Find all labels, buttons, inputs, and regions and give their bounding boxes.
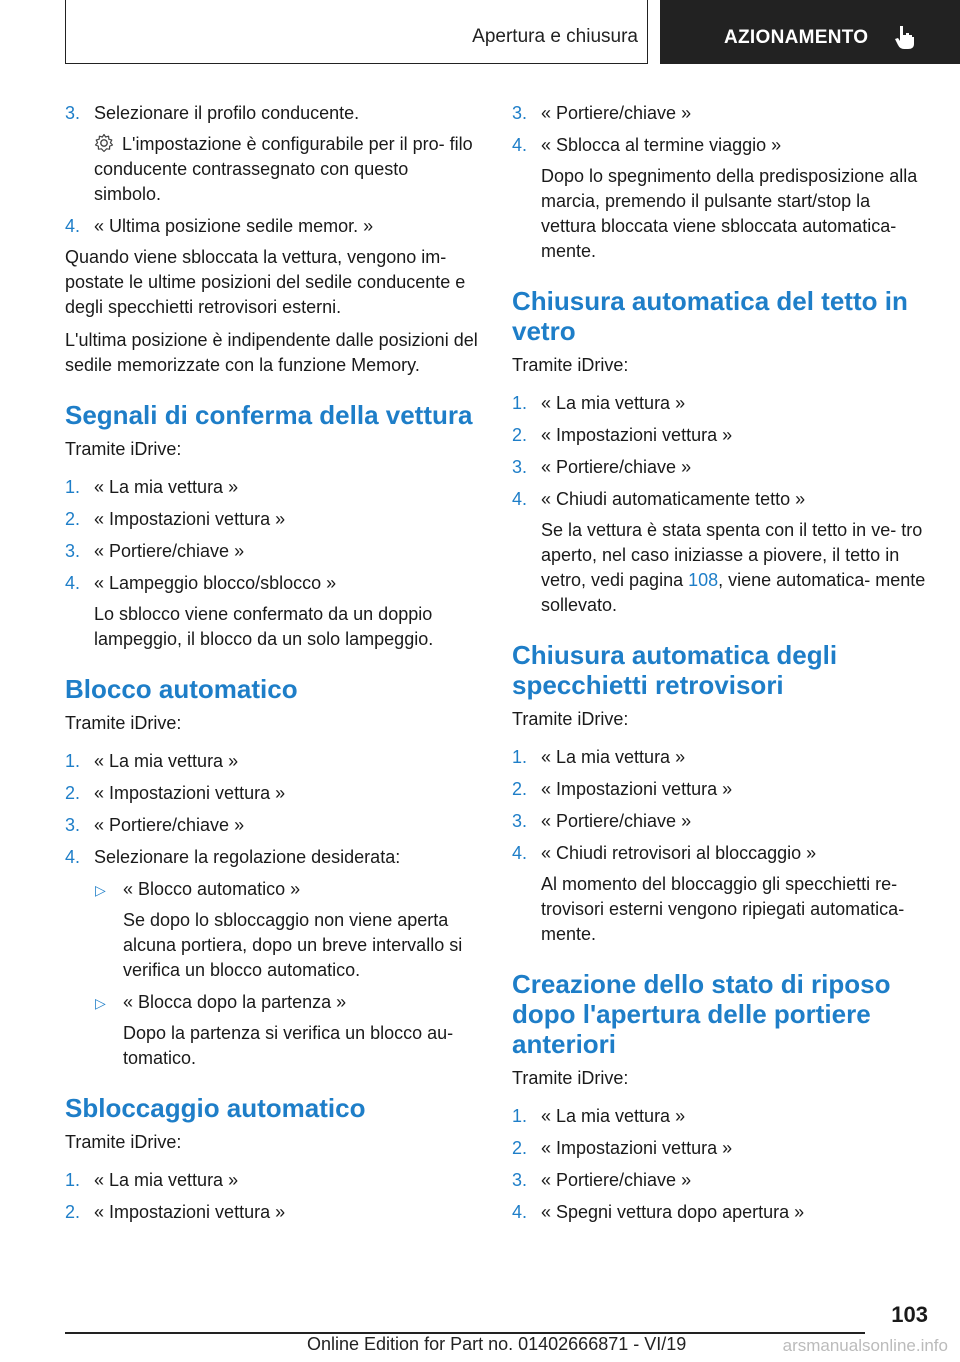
page-number: 103 (891, 1302, 928, 1327)
sub-item-description: Se dopo lo sbloccaggio non viene aperta alcuna portiera, dopo un breve intervallo si verifica un blocco automatico. (123, 910, 463, 980)
list-item: 4. « Sblocca al termine viaggio » (512, 135, 782, 155)
list-item: 1. « La mia vettura » (65, 1170, 239, 1190)
section-heading: Chiusura automatica del tetto in vetro (512, 286, 908, 346)
list-item: 4. « Lampeggio blocco/sblocco » (65, 573, 337, 593)
list-item: 1. « La mia vettura » (65, 751, 239, 771)
item-description: Al momento del bloccaggio gli specchietti re- trovisori esterni vengono ripiegati automatica- mente. (541, 874, 905, 944)
list-item: 1. « La mia vettura » (512, 1106, 686, 1126)
sub-item: ▷ « Blocco automatico » (65, 876, 479, 902)
paragraph: Quando viene sbloccata la vettura, vengono im- postate le ultime posizioni del sedile conducente e degli specchietti retrovisori esterni. (65, 247, 466, 317)
via-label: Tramite iDrive: (512, 1068, 629, 1088)
list-item: 3. « Portiere/chiave » (512, 103, 692, 123)
list-item: 4. « Chiudi automaticamente tetto » (512, 489, 806, 509)
list-item: 3. « Portiere/chiave » (65, 541, 245, 561)
list-item: 4. « Chiudi retrovisori al bloccaggio » (512, 843, 817, 863)
item-description: Lo sblocco viene confermato da un doppio lampeggio, il blocco da un solo lampeggio. (94, 604, 434, 649)
sub-item: ▷ « Blocca dopo la partenza » (65, 989, 479, 1015)
list-item: 2. « Impostazioni vettura » (512, 779, 733, 799)
list-item: 1. « La mia vettura » (65, 477, 239, 497)
list-item: 3. « Portiere/chiave » (512, 457, 692, 477)
chapter-tab (660, 0, 960, 64)
via-label: Tramite iDrive: (512, 709, 629, 729)
list-item: 4. « Ultima posizione sedile memor. » (65, 216, 374, 236)
section-heading: Chiusura automatica degli specchietti retrovisori (512, 640, 838, 700)
list-item: 3. Selezionare il profilo conducente. (65, 103, 360, 123)
via-label: Tramite iDrive: (65, 1132, 182, 1152)
via-label: Tramite iDrive: (65, 713, 182, 733)
list-item: 3. « Portiere/chiave » (512, 811, 692, 831)
list-item: 4. Selezionare la regolazione desiderata: (65, 847, 401, 867)
list-item: 2. « Impostazioni vettura » (65, 783, 286, 803)
list-item: 3. « Portiere/chiave » (512, 1170, 692, 1190)
triangle-bullet-icon: ▷ (95, 882, 106, 898)
page-reference-link[interactable]: 108 (688, 570, 719, 590)
list-item: 2. « Impostazioni vettura » (512, 425, 733, 445)
via-label: Tramite iDrive: (65, 439, 182, 459)
triangle-bullet-icon: ▷ (95, 995, 106, 1011)
section-heading: Blocco automatico (65, 674, 298, 704)
left-column (65, 100, 479, 1231)
chapter-title: AZIONAMENTO (724, 27, 869, 48)
watermark: arsmanualsonline.info (782, 1336, 948, 1355)
list-item: 3. « Portiere/chiave » (65, 815, 245, 835)
list-item: 2. « Impostazioni vettura » (65, 1202, 286, 1222)
via-label: Tramite iDrive: (512, 355, 629, 375)
sub-item-description: Dopo la partenza si verifica un blocco au- tomatico. (123, 1023, 454, 1068)
list-item: 4. « Spegni vettura dopo apertura » (512, 1202, 805, 1222)
list-item: 2. « Impostazioni vettura » (512, 1138, 733, 1158)
section-heading: Creazione dello stato di riposo dopo l'apertura delle portiere anteriori (512, 969, 891, 1059)
section-heading: Sbloccaggio automatico (65, 1093, 366, 1123)
list-item: 1. « La mia vettura » (512, 393, 686, 413)
item-description: Se la vettura è stata spenta con il tetto in ve- tro aperto, nel caso iniziasse a piovere, il tetto in vetro, vedi pagina 108, viene automatica- mente sollevato. (541, 520, 926, 615)
pointing-hand-icon (894, 24, 916, 50)
section-heading: Segnali di conferma della vettura (65, 400, 473, 430)
list-item: 2. « Impostazioni vettura » (65, 509, 286, 529)
item-description: Dopo lo spegnimento della predisposizione alla marcia, premendo il pulsante start/stop la vettura bloccata viene sbloccata automatica- mente. (541, 166, 918, 261)
note: L'impostazione è configurabile per il pro- filo conducente contrassegnato con questo simbolo. (94, 134, 473, 204)
paragraph: L'ultima posizione è indipendente dalle posizioni del sedile memorizzate con la funzione Memory. (65, 330, 478, 375)
list-item: 1. « La mia vettura » (512, 747, 686, 767)
edition-text: Online Edition for Part no. 01402666871 - VI/19 (307, 1334, 687, 1354)
section-title: Apertura e chiusura (472, 26, 638, 47)
gear-icon (94, 133, 114, 153)
right-column (512, 100, 930, 1231)
